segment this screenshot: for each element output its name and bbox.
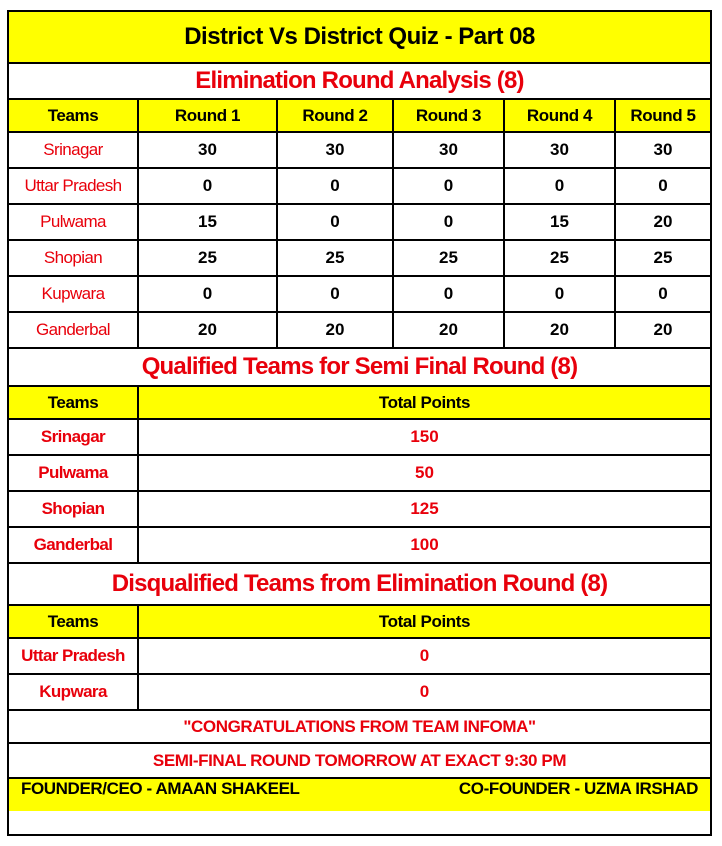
table-row bbox=[9, 675, 710, 711]
column-header-round-5: Round 5 bbox=[630, 105, 696, 125]
score-cell: 0 bbox=[278, 277, 394, 311]
score-cell: 15 bbox=[505, 205, 616, 239]
score-cell: 15 bbox=[139, 205, 278, 239]
team-name: Pulwama bbox=[9, 205, 139, 239]
points-cell: 125 bbox=[410, 499, 439, 518]
table-row bbox=[9, 492, 710, 528]
table-row bbox=[9, 528, 710, 564]
score-cell: 0 bbox=[139, 169, 278, 203]
table-row bbox=[9, 639, 710, 675]
column-header-round-4: Round 4 bbox=[505, 100, 616, 131]
points-cell: 50 bbox=[415, 463, 434, 482]
column-header-total-points: Total Points bbox=[378, 611, 471, 631]
page-title: District Vs District Quiz - Part 08 bbox=[184, 23, 535, 50]
score-cell: 0 bbox=[658, 176, 668, 195]
team-name: Uttar Pradesh bbox=[9, 639, 139, 673]
team-name: Kupwara bbox=[9, 675, 139, 709]
score-cell: 20 bbox=[394, 313, 505, 347]
team-name: Pulwama bbox=[9, 456, 139, 490]
column-header-round-1: Round 1 bbox=[139, 100, 278, 131]
elimination-header-row bbox=[9, 100, 710, 133]
score-cell: 0 bbox=[505, 277, 616, 311]
disqualified-heading: Disqualified Teams from Elimination Round (8) bbox=[111, 570, 608, 597]
qualified-header-row bbox=[9, 387, 710, 420]
score-cell: 25 bbox=[139, 241, 278, 275]
column-header-teams: Teams bbox=[9, 606, 139, 637]
score-cell: 30 bbox=[653, 140, 673, 159]
table-row bbox=[9, 133, 710, 169]
column-header-round-3: Round 3 bbox=[394, 100, 505, 131]
team-name: Ganderbal bbox=[9, 313, 139, 347]
table-row bbox=[9, 241, 710, 277]
score-cell: 20 bbox=[505, 313, 616, 347]
table-row bbox=[9, 169, 710, 205]
cofounder-credit: CO-FOUNDER - UZMA IRSHAD bbox=[458, 779, 698, 798]
team-name: Uttar Pradesh bbox=[9, 169, 139, 203]
semi-final-announcement: SEMI-FINAL ROUND TOMORROW AT EXACT 9:30 PM bbox=[152, 750, 567, 770]
score-cell: 0 bbox=[658, 284, 668, 303]
score-cell: 0 bbox=[394, 277, 505, 311]
team-name: Shopian bbox=[9, 241, 139, 275]
team-name: Srinagar bbox=[9, 133, 139, 167]
column-header-teams: Teams bbox=[9, 100, 139, 131]
disqualified-heading-row bbox=[9, 564, 710, 606]
points-cell: 100 bbox=[410, 535, 439, 554]
score-cell: 0 bbox=[394, 169, 505, 203]
score-cell: 0 bbox=[394, 205, 505, 239]
points-cell: 0 bbox=[419, 646, 430, 665]
team-name: Ganderbal bbox=[9, 528, 139, 562]
score-cell: 20 bbox=[653, 212, 673, 231]
column-header-teams: Teams bbox=[9, 387, 139, 418]
founder-credit: FOUNDER/CEO - AMAAN SHAKEEL bbox=[21, 779, 300, 798]
score-cell: 0 bbox=[278, 169, 394, 203]
score-cell: 0 bbox=[505, 169, 616, 203]
qualified-heading-row bbox=[9, 349, 710, 387]
next-round-row bbox=[9, 744, 710, 779]
disqualified-header-row bbox=[9, 606, 710, 639]
congratulations-message: "CONGRATULATIONS FROM TEAM INFOMA" bbox=[183, 716, 536, 736]
score-cell: 20 bbox=[278, 313, 394, 347]
score-cell: 20 bbox=[139, 313, 278, 347]
score-cell: 25 bbox=[653, 248, 673, 267]
quiz-results-sheet bbox=[7, 10, 712, 836]
score-cell: 25 bbox=[394, 241, 505, 275]
points-cell: 150 bbox=[410, 427, 439, 446]
score-cell: 25 bbox=[505, 241, 616, 275]
score-cell: 25 bbox=[278, 241, 394, 275]
score-cell: 20 bbox=[653, 320, 673, 339]
table-row bbox=[9, 456, 710, 492]
score-cell: 30 bbox=[394, 133, 505, 167]
team-name: Srinagar bbox=[9, 420, 139, 454]
team-name: Shopian bbox=[9, 492, 139, 526]
score-cell: 30 bbox=[278, 133, 394, 167]
table-row bbox=[9, 277, 710, 313]
congrats-row bbox=[9, 711, 710, 744]
table-row bbox=[9, 313, 710, 349]
title-row bbox=[9, 12, 710, 64]
column-header-total-points: Total Points bbox=[378, 392, 471, 412]
score-cell: 0 bbox=[139, 277, 278, 311]
score-cell: 0 bbox=[278, 205, 394, 239]
score-cell: 30 bbox=[139, 133, 278, 167]
table-row bbox=[9, 420, 710, 456]
table-row bbox=[9, 205, 710, 241]
elimination-heading-row bbox=[9, 64, 710, 100]
elimination-heading: Elimination Round Analysis (8) bbox=[195, 67, 524, 94]
score-cell: 30 bbox=[505, 133, 616, 167]
points-cell: 0 bbox=[419, 682, 430, 701]
team-name: Kupwara bbox=[9, 277, 139, 311]
column-header-round-2: Round 2 bbox=[278, 100, 394, 131]
footer-row bbox=[9, 779, 710, 811]
qualified-heading: Qualified Teams for Semi Final Round (8) bbox=[141, 353, 578, 380]
